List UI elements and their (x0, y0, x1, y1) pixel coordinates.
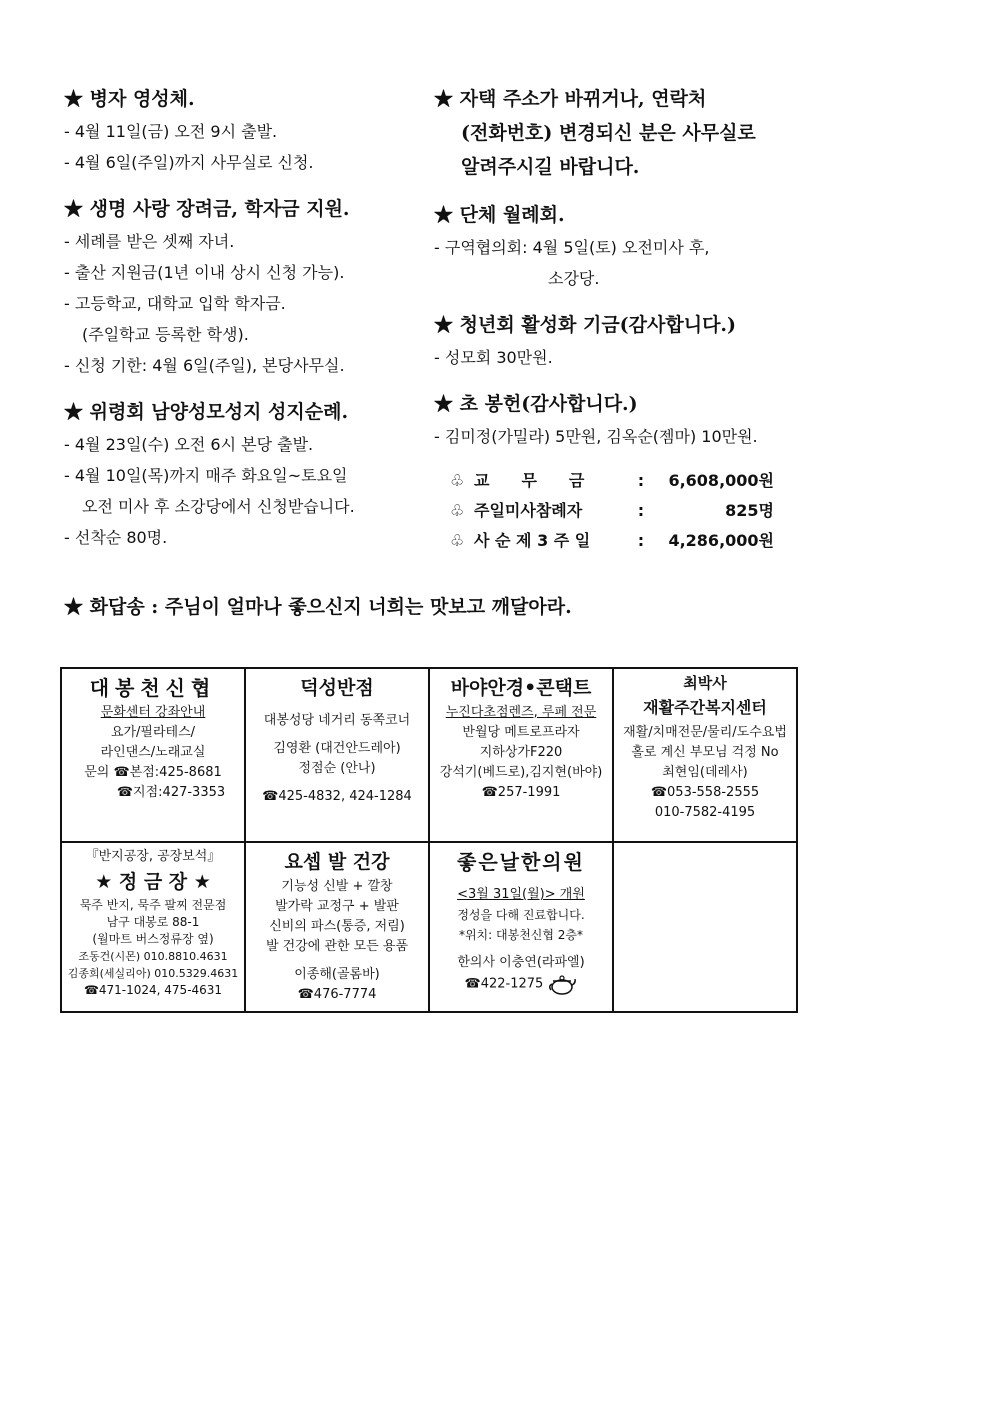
ad-line: 대봉성당 네거리 동쪽코너 (263, 713, 411, 728)
ad-line: 남구 대봉로 88-1 (106, 915, 200, 929)
stat-label: 교 무 금 (474, 471, 585, 490)
notice-title: ★ 단체 월례회. (434, 204, 565, 226)
notice-candle-offering (434, 387, 794, 452)
ad-title: 재활주간복지센터 (643, 698, 767, 717)
notice-line: - 4월 10일(목)까지 매주 화요일~토요일 (64, 466, 348, 485)
weekly-stats (434, 466, 794, 556)
ad-line: ☎425-4832, 424-1284 (262, 789, 412, 804)
notice-youth-fund (434, 308, 794, 373)
club-icon: ♧ (450, 501, 465, 520)
notice-line: - 신청 기한: 4월 6일(주일), 본당사무실. (64, 356, 345, 375)
ad-line: 문의 ☎본점:425-8681 (84, 765, 222, 780)
notice-line: - 4월 11일(금) 오전 9시 출발. (64, 122, 278, 141)
stat-label: 사 순 제 3 주 일 (474, 531, 591, 550)
ad-foot-health (245, 842, 429, 1012)
ad-title: 바야안경•콘택트 (450, 677, 592, 699)
notice-title: ★ 위령회 남양성모성지 성지순례. (64, 401, 349, 423)
ad-line: 『반지공장, 공장보석』 (85, 849, 221, 864)
notice-pilgrimage (64, 395, 424, 553)
ad-line: 정점순 (안나) (298, 761, 376, 776)
ad-line: (월마트 버스정류장 옆) (92, 932, 214, 946)
ad-optician (429, 668, 613, 842)
notice-sick-communion (64, 82, 424, 178)
ad-title: 덕성반점 (300, 677, 374, 699)
notice-scholarship (64, 192, 424, 381)
ad-phone: ☎422-1275 (464, 976, 544, 992)
ad-line: 최현임(데레사) (662, 765, 748, 780)
notice-line: - 출산 지원금(1년 이내 상시 신청 가능). (64, 263, 345, 282)
ad-line: 발가락 교정구 + 발판 (275, 899, 399, 914)
notice-title: ★ 청년회 활성화 기금(감사합니다.) (434, 314, 737, 336)
ad-line: 이종해(골롬바) (294, 967, 380, 982)
notice-line: (전화번호) 변경되신 분은 사무실로 (461, 122, 756, 144)
ad-phone-row (432, 973, 610, 995)
ad-title: 대봉천신협 (89, 676, 217, 700)
responsorial-psalm: ★ 화답송 : 주님이 얼마나 좋으신지 너희는 맛보고 깨달아라. (64, 596, 572, 618)
notice-line: (주일학교 등록한 학생). (82, 325, 249, 344)
ad-line: 문화센터 강좌안내 (100, 705, 206, 720)
stat-value: 825명 (725, 501, 774, 520)
ad-line: 신비의 파스(통증, 저림) (269, 919, 405, 934)
ad-line: ☎257-1991 (481, 785, 561, 800)
ads-table (60, 667, 798, 1013)
ad-rehab-center (613, 668, 797, 842)
notice-title: ★ 병자 영성체. (64, 88, 195, 110)
ad-title: 최박사 (683, 674, 727, 692)
notice-line: ★ 자택 주소가 바뀌거나, 연락처 (434, 88, 707, 110)
ad-jewelry (61, 842, 245, 1012)
ad-line: *위치: 대봉천신협 2층* (458, 928, 584, 942)
stat-row (450, 526, 794, 556)
stat-colon: : (637, 531, 645, 550)
ad-line: 지하상가F220 (479, 745, 563, 760)
notice-line: - 4월 23일(수) 오전 6시 본당 출발. (64, 435, 314, 454)
right-column (434, 82, 794, 556)
notice-title: ★ 생명 사랑 장려금, 학자금 지원. (64, 198, 350, 220)
stat-value: 4,286,000원 (668, 531, 774, 550)
notice-line: - 4월 6일(주일)까지 사무실로 신청. (64, 153, 314, 172)
club-icon: ♧ (450, 471, 465, 490)
club-icon: ♧ (450, 531, 465, 550)
ad-line: 발 건강에 관한 모든 용품 (265, 939, 409, 954)
ad-line: 김종희(세실리아) 010.5329.4631 (67, 967, 239, 980)
ad-line: 홀로 계신 부모님 걱정 No (631, 745, 779, 760)
stat-row (450, 466, 794, 496)
ad-line: ☎지점:427-3353 (116, 785, 226, 800)
ad-restaurant (245, 668, 429, 842)
notice-monthly-meeting (434, 198, 794, 294)
ad-title: 요셉 발 건강 (284, 851, 390, 873)
ad-line: 010-7582-4195 (654, 805, 756, 820)
notice-line: - 선착순 80명. (64, 528, 168, 547)
notice-line: - 김미정(가밀라) 5만원, 김옥순(젬마) 10만원. (434, 427, 758, 446)
ad-line: 기능성 신발 + 깔창 (281, 879, 393, 894)
stat-colon: : (637, 471, 645, 490)
ad-line: 김영환 (대건안드레아) (273, 741, 401, 756)
ad-line: 라인댄스/노래교실 (100, 745, 206, 760)
ad-line: 정성을 다해 진료합니다. (457, 908, 585, 922)
ad-line: 재활/치매전문/물리/도수요법 (623, 725, 787, 740)
notice-title: ★ 초 봉헌(감사합니다.) (434, 393, 638, 415)
notice-address-change (434, 82, 794, 184)
stat-value: 6,608,000원 (668, 471, 774, 490)
ad-oriental-clinic (429, 842, 613, 1012)
ad-line: ☎471-1024, 475-4631 (83, 983, 223, 997)
ad-line: ☎476-7774 (297, 987, 377, 1002)
ad-title: 좋은날한의원 (457, 850, 585, 874)
notice-line: 오전 미사 후 소강당에서 신청받습니다. (82, 497, 355, 516)
ad-empty (613, 842, 797, 1012)
stat-label: 주일미사참례자 (474, 501, 583, 520)
ad-line: 조동건(시몬) 010.8810.4631 (78, 950, 228, 963)
notice-line: - 성모회 30만원. (434, 348, 553, 367)
ad-line: 요가/필라테스/ (110, 725, 196, 740)
notice-line: 알려주시길 바랍니다. (461, 156, 640, 178)
ad-title: ★ 정 금 장 ★ (95, 871, 211, 893)
notice-line: 소강당. (548, 269, 600, 288)
ad-line: 누진다초점렌즈, 루페 전문 (445, 705, 597, 720)
teapot-icon (547, 973, 577, 995)
notice-line: - 세례를 받은 셋째 자녀. (64, 232, 235, 251)
ad-line: <3월 31일(월)> 개원 (457, 887, 585, 902)
ad-line: 한의사 이충연(라파엘) (457, 955, 585, 970)
stat-row (450, 496, 794, 526)
left-column (64, 82, 424, 567)
ad-line: 묵주 반지, 묵주 팔찌 전문점 (79, 898, 227, 912)
notice-line: - 고등학교, 대학교 입학 학자금. (64, 294, 286, 313)
ad-line: 강석기(베드로),김지현(바야) (439, 765, 603, 780)
ad-credit-union (61, 668, 245, 842)
stat-colon: : (637, 501, 645, 520)
ad-line: 반월당 메트로프라자 (462, 725, 580, 740)
ad-line: ☎053-558-2555 (650, 785, 760, 800)
notice-line: - 구역협의회: 4월 5일(토) 오전미사 후, (434, 238, 710, 257)
